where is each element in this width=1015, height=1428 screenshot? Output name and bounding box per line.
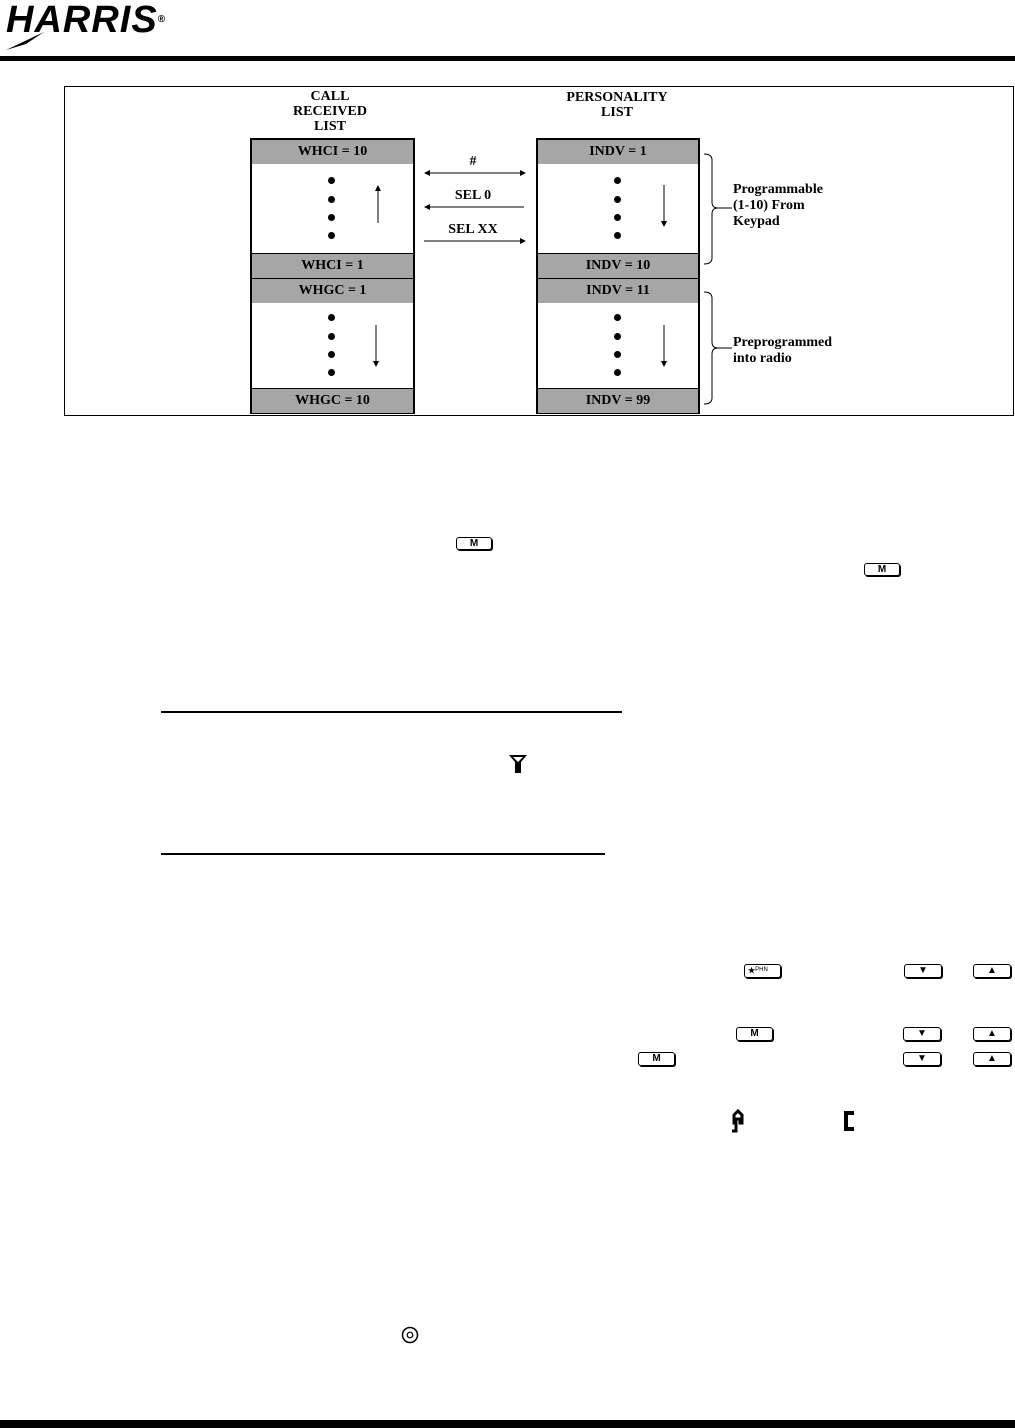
section-rule (161, 711, 622, 713)
circle-button-icon (401, 1326, 419, 1344)
bullet-dot (614, 314, 621, 321)
bullet-dot (328, 196, 335, 203)
star-icon: ★ (748, 966, 756, 975)
title-line: CALL (310, 89, 350, 104)
preprogrammed-label (733, 335, 832, 367)
bullet-dot (328, 369, 335, 376)
programmable-label (733, 182, 823, 230)
list-cell: WHCI = 1 (252, 253, 413, 278)
menu-key: M (456, 537, 492, 550)
label-line: Programmable (733, 182, 823, 197)
sel-xx-label: SEL XX (448, 222, 498, 237)
left-arrow-icon (424, 202, 526, 212)
label-line: Preprogrammed (733, 335, 833, 350)
bullet-dot (328, 314, 335, 321)
list-cell: INDV = 11 (538, 278, 698, 303)
title-line: PERSONALITY (566, 90, 668, 105)
section-rule (161, 853, 605, 855)
label-line: (1-10) From (733, 198, 805, 213)
down-arrow-icon (660, 325, 668, 367)
down-arrow-icon (660, 185, 668, 227)
up-key: ▲ (973, 964, 1011, 978)
down-key: ▼ (904, 964, 942, 978)
label-line: into radio (733, 351, 792, 366)
sel-0-label: SEL 0 (454, 188, 492, 203)
bracket-icon (842, 1110, 856, 1132)
logo-swoosh-icon (4, 30, 64, 52)
title-line: RECEIVED (293, 104, 367, 119)
bullet-dot (614, 196, 621, 203)
down-arrow-icon (372, 325, 380, 367)
list-cell: WHGC = 10 (252, 388, 413, 413)
logo-registered-mark: ® (157, 14, 167, 25)
menu-key: M (736, 1027, 773, 1041)
bullet-dot (614, 232, 621, 239)
title-line: LIST (314, 119, 346, 134)
down-key: ▼ (903, 1027, 941, 1041)
bullet-dot (328, 333, 335, 340)
right-arrow-icon (424, 236, 526, 246)
list-cell: INDV = 1 (538, 140, 698, 164)
up-key: ▲ (973, 1052, 1011, 1066)
list-cell: INDV = 99 (538, 388, 698, 413)
list-cell: WHCI = 10 (252, 140, 413, 164)
list-cell: WHGC = 1 (252, 278, 413, 303)
personality-list (536, 138, 700, 414)
double-arrow-icon (424, 168, 526, 178)
menu-key: M (638, 1052, 675, 1066)
antenna-icon (508, 753, 528, 775)
call-received-list-title (270, 89, 390, 134)
footer-rule (0, 1420, 1015, 1428)
phn-label: PHN (755, 967, 768, 973)
hash-label: # (469, 154, 477, 169)
bullet-dot (614, 333, 621, 340)
bullet-dot (614, 369, 621, 376)
bullet-dot (614, 177, 621, 184)
header-rule (0, 56, 1015, 61)
call-received-list (250, 138, 415, 414)
up-arrow-icon (374, 185, 382, 225)
bullet-dot (328, 232, 335, 239)
logo-text: HARRIS (6, 0, 158, 41)
title-line: LIST (601, 105, 633, 120)
bullet-dot (328, 177, 335, 184)
preprogrammed-bracket (700, 288, 734, 410)
bullet-dot (328, 214, 335, 221)
phone-arrow-icon (730, 1109, 750, 1133)
bullet-dot (328, 351, 335, 358)
down-key: ▼ (903, 1052, 941, 1066)
bullet-dot (614, 214, 621, 221)
up-key: ▲ (973, 1027, 1011, 1041)
bullet-dot (614, 351, 621, 358)
personality-list-title (552, 90, 682, 120)
label-line: Keypad (733, 214, 780, 229)
programmable-bracket (700, 150, 734, 270)
list-cell: INDV = 10 (538, 253, 698, 278)
phn-key (744, 964, 781, 978)
menu-key: M (864, 563, 900, 576)
